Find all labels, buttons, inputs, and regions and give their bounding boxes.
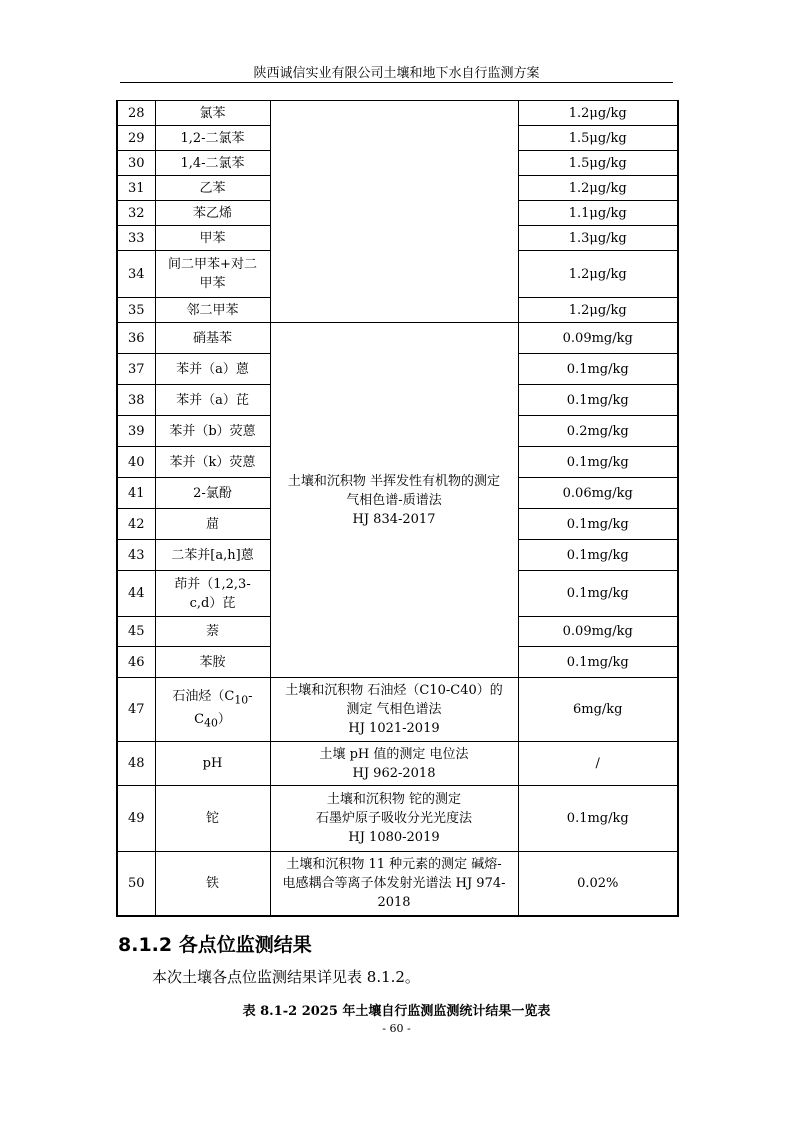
analyte-name: 间二甲苯+对二 甲苯 xyxy=(155,251,270,298)
row-number: 38 xyxy=(117,385,155,416)
subscript: 10 xyxy=(234,693,249,707)
detection-limit: 0.1mg/kg xyxy=(518,647,678,678)
detection-limit: 0.1mg/kg xyxy=(518,786,678,852)
detection-limit: 0.1mg/kg xyxy=(518,571,678,617)
row-number: 42 xyxy=(117,509,155,540)
detection-limit: 1.5μg/kg xyxy=(518,151,678,176)
detection-limit: 1.2μg/kg xyxy=(518,298,678,323)
analyte-name: 苯并（b）荧蒽 xyxy=(155,416,270,447)
row-number: 45 xyxy=(117,617,155,647)
table-row xyxy=(117,678,678,742)
detection-limit-table xyxy=(116,100,679,917)
detection-limit: 0.06mg/kg xyxy=(518,478,678,509)
row-number: 31 xyxy=(117,176,155,201)
detection-limit: 0.1mg/kg xyxy=(518,509,678,540)
section-heading: 8.1.2 各点位监测结果 xyxy=(118,934,312,956)
analyte-name: 1,4-二氯苯 xyxy=(155,151,270,176)
detection-limit: 1.2μg/kg xyxy=(518,101,678,126)
detection-limit: 6mg/kg xyxy=(518,678,678,742)
table-caption: 表 8.1-2 2025 年土壤自行监测监测统计结果一览表 xyxy=(242,1004,551,1019)
row-number: 37 xyxy=(117,354,155,385)
analyte-name: 硝基苯 xyxy=(155,323,270,354)
row-number: 49 xyxy=(117,786,155,852)
analyte-name: pH xyxy=(155,742,270,786)
row-number: 35 xyxy=(117,298,155,323)
analyte-name: 苯胺 xyxy=(155,647,270,678)
analyte-name-part: C xyxy=(194,711,205,727)
detection-limit: 0.1mg/kg xyxy=(518,385,678,416)
analyte-name: 苯并（k）荧蒽 xyxy=(155,447,270,478)
detection-limit: 1.2μg/kg xyxy=(518,251,678,298)
analyte-name xyxy=(155,678,270,742)
method-cell-empty xyxy=(270,101,518,323)
analyte-name: 茚并（1,2,3- c,d）芘 xyxy=(155,571,270,617)
subscript: 40 xyxy=(204,716,218,730)
row-number: 30 xyxy=(117,151,155,176)
analyte-name: 铊 xyxy=(155,786,270,852)
row-number: 36 xyxy=(117,323,155,354)
analyte-name: 䓛 xyxy=(155,509,270,540)
detection-limit: 0.09mg/kg xyxy=(518,323,678,354)
analyte-name: 2-氯酚 xyxy=(155,478,270,509)
detection-limit: 0.09mg/kg xyxy=(518,617,678,647)
row-number: 33 xyxy=(117,226,155,251)
detection-limit: 1.3μg/kg xyxy=(518,226,678,251)
detection-limit: 0.02% xyxy=(518,852,678,916)
analyte-name: 邻二甲苯 xyxy=(155,298,270,323)
analyte-name: 萘 xyxy=(155,617,270,647)
analyte-name: 1,2-二氯苯 xyxy=(155,126,270,151)
detection-limit: 1.1μg/kg xyxy=(518,201,678,226)
row-number: 43 xyxy=(117,540,155,571)
row-number: 40 xyxy=(117,447,155,478)
row-number: 47 xyxy=(117,678,155,742)
analyte-name: 苯并（a）芘 xyxy=(155,385,270,416)
page-number: - 60 - xyxy=(382,1022,411,1035)
body-paragraph: 本次土壤各点位监测结果详见表 8.1.2。 xyxy=(152,968,420,986)
method-ph: 土壤 pH 值的测定 电位法 HJ 962-2018 xyxy=(270,742,518,786)
row-number: 50 xyxy=(117,852,155,916)
row-number: 28 xyxy=(117,101,155,126)
method-thallium: 土壤和沉积物 铊的测定 石墨炉原子吸收分光光度法 HJ 1080-2019 xyxy=(270,786,518,852)
row-number: 48 xyxy=(117,742,155,786)
analyte-name: 二苯并[a,h]蒽 xyxy=(155,540,270,571)
detection-limit: 0.2mg/kg xyxy=(518,416,678,447)
table-row xyxy=(117,786,678,852)
row-number: 44 xyxy=(117,571,155,617)
detection-limit: 1.2μg/kg xyxy=(518,176,678,201)
table-row xyxy=(117,101,678,126)
table-row xyxy=(117,742,678,786)
detection-limit: 0.1mg/kg xyxy=(518,540,678,571)
detection-limit: / xyxy=(518,742,678,786)
row-number: 29 xyxy=(117,126,155,151)
analyte-name: 苯乙烯 xyxy=(155,201,270,226)
analyte-name-part: ） xyxy=(217,711,231,727)
row-number: 32 xyxy=(117,201,155,226)
detection-limit: 0.1mg/kg xyxy=(518,354,678,385)
detection-limit: 1.5μg/kg xyxy=(518,126,678,151)
method-svoc: 土壤和沉积物 半挥发性有机物的测定 气相色谱-质谱法 HJ 834-2017 xyxy=(270,323,518,678)
header-rule xyxy=(120,82,673,83)
page-header: 陕西诚信实业有限公司土壤和地下水自行监测方案 xyxy=(253,66,540,81)
table-row xyxy=(117,852,678,916)
detection-limit: 0.1mg/kg xyxy=(518,447,678,478)
analyte-name: 苯并（a）蒽 xyxy=(155,354,270,385)
row-number: 46 xyxy=(117,647,155,678)
method-petroleum: 土壤和沉积物 石油烃（C10-C40）的 测定 气相色谱法 HJ 1021-2019 xyxy=(270,678,518,742)
analyte-name-part: - xyxy=(248,688,253,704)
analyte-name: 甲苯 xyxy=(155,226,270,251)
row-number: 41 xyxy=(117,478,155,509)
analyte-name: 乙苯 xyxy=(155,176,270,201)
analyte-name: 氯苯 xyxy=(155,101,270,126)
analyte-name-part: 石油烃（C xyxy=(172,688,235,704)
table-row xyxy=(117,323,678,354)
analyte-name: 铁 xyxy=(155,852,270,916)
row-number: 34 xyxy=(117,251,155,298)
row-number: 39 xyxy=(117,416,155,447)
method-iron: 土壤和沉积物 11 种元素的测定 碱熔- 电感耦合等离子体发射光谱法 HJ 974- 2018 xyxy=(270,852,518,916)
